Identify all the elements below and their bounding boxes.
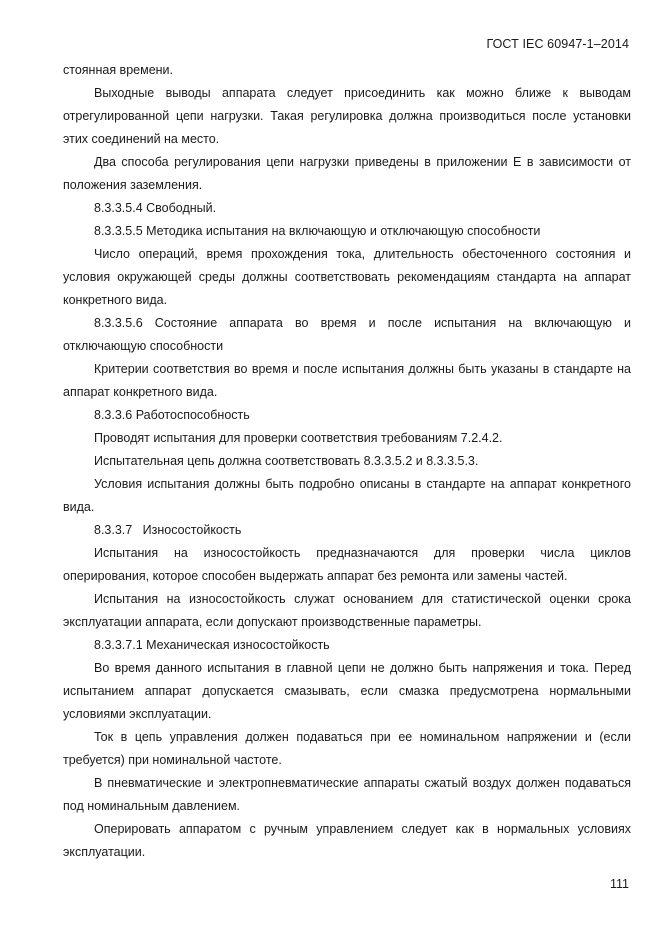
paragraph: Условия испытания должны быть подробно описаны в стандарте на аппарат конкретного вида. [63, 477, 631, 514]
section-heading-8-3-3-5-5: 8.3.3.5.5 Методика испытания на включающую и отключающую способности [94, 224, 541, 238]
paragraph: Два способа регулирования цепи нагрузки приведены в приложении Е в зависимости от положения заземления. [63, 155, 631, 192]
paragraph: Критерии соответствия во время и после испытания должны быть указаны в стандарте на аппарат конкретного вида. [63, 362, 631, 399]
paragraph: В пневматические и электропневматические аппараты сжатый воздух должен подаваться под номинальным давлением. [63, 776, 631, 813]
page-number: 111 [609, 877, 629, 891]
page-header-standard: ГОСТ IEC 60947-1–2014 [486, 37, 629, 51]
paragraph: Во время данного испытания в главной цепи не должно быть напряжения и тока. Перед испытанием аппарат допускается смазывать, если смазка предусмотрена нормальными условиями эксплуатации. [63, 661, 631, 721]
paragraph: Испытания на износостойкость служат основанием для статистической оценки срока эксплуатации аппарата, если допускают производственные параметры. [63, 592, 631, 629]
section-heading-8-3-3-5-6: 8.3.3.5.6 Состояние аппарата во время и после испытания на включающую и отключающую способности [63, 316, 631, 353]
paragraph: Испытания на износостойкость предназначаются для проверки числа циклов оперирования, которое способен выдержать аппарат без ремонта или замены частей. [63, 546, 631, 583]
paragraph: Выходные выводы аппарата следует присоединить как можно ближе к выводам отрегулированной цепи нагрузки. Такая регулировка должна производиться после установки этих соединений на место. [63, 86, 631, 146]
paragraph: Оперировать аппаратом с ручным управлением следует как в нормальных условиях эксплуатации. [63, 822, 631, 859]
paragraph: Проводят испытания для проверки соответствия требованиям 7.2.4.2. [94, 431, 503, 445]
document-body [63, 59, 631, 864]
section-heading-8-3-3-7-1: 8.3.3.7.1 Механическая износостойкость [94, 638, 330, 652]
paragraph: Ток в цепь управления должен подаваться при ее номинальном напряжении и (если требуется) при номинальной частоте. [63, 730, 631, 767]
section-heading-8-3-3-5-4: 8.3.3.5.4 Свободный. [94, 201, 217, 215]
section-heading-8-3-3-7: 8.3.3.7 Износостойкость [94, 523, 242, 537]
section-heading-8-3-3-6: 8.3.3.6 Работоспособность [94, 408, 250, 422]
paragraph: Число операций, время прохождения тока, длительность обесточенного состояния и условия окружающей среды должны соответствовать рекомендациям стандарта на аппарат конкретного вида. [63, 247, 631, 307]
paragraph-continuation: стоянная времени. [63, 63, 174, 77]
paragraph: Испытательная цепь должна соответствовать 8.3.3.5.2 и 8.3.3.5.3. [94, 454, 479, 468]
